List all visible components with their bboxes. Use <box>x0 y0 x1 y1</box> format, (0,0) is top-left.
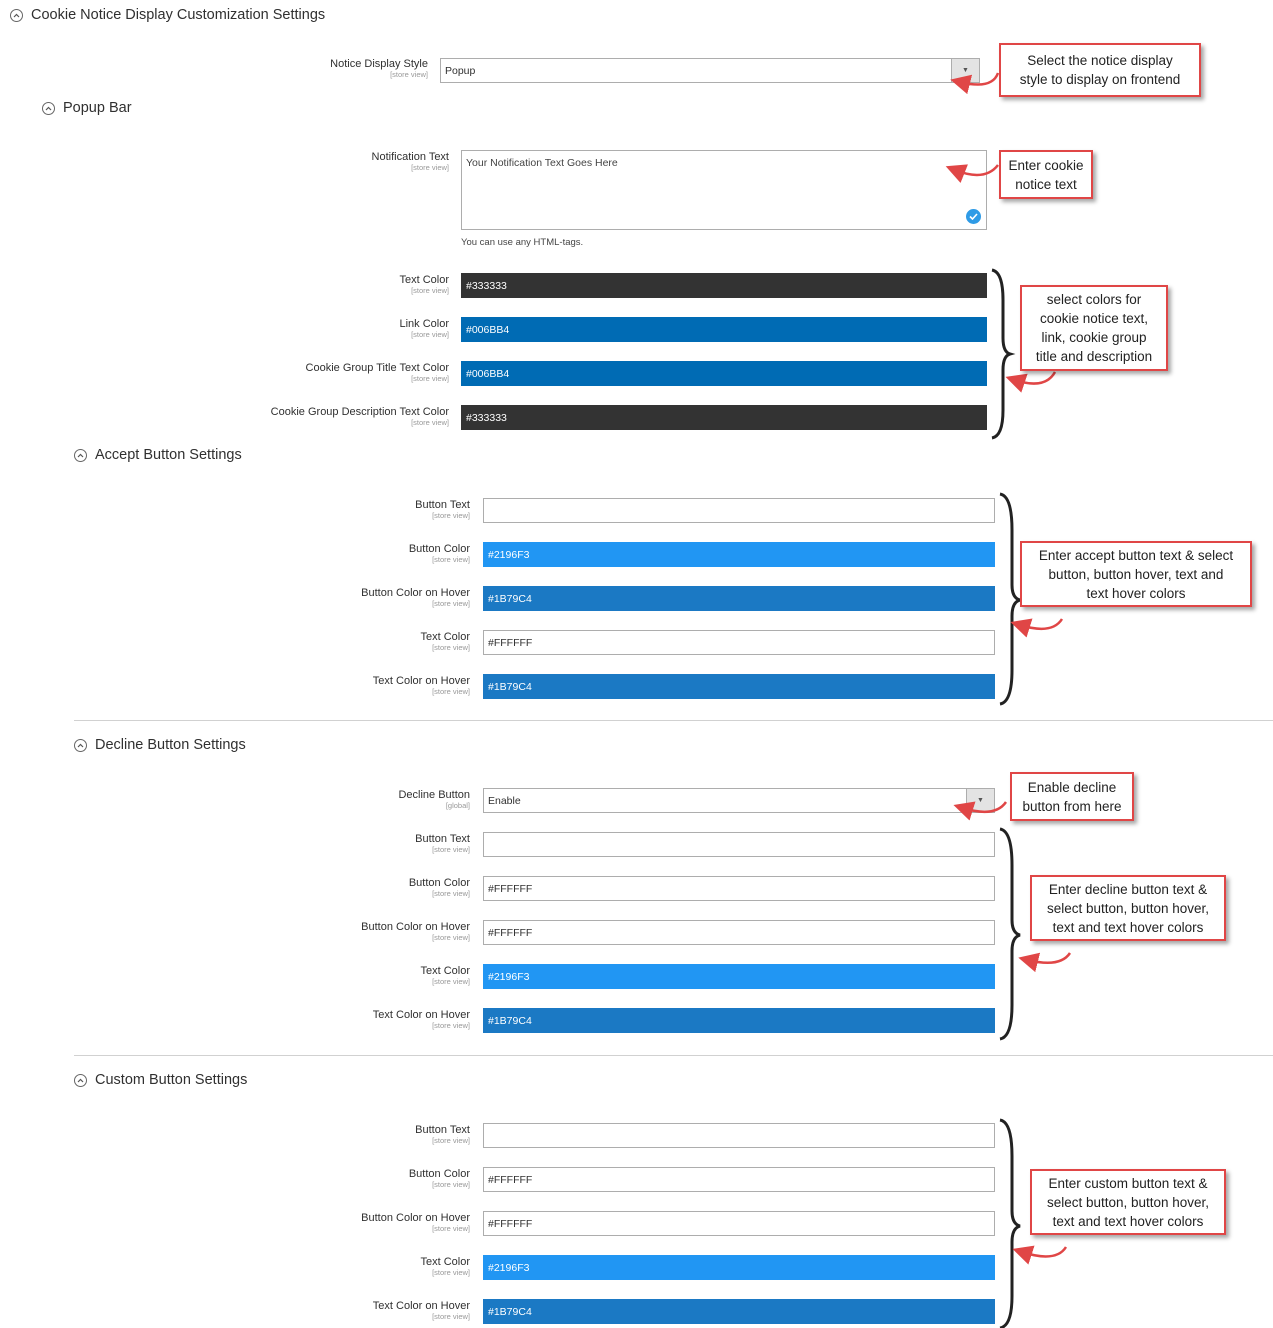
custom-text-color-input[interactable]: #2196F3 <box>483 1255 995 1280</box>
group-title-color-input[interactable]: #006BB4 <box>461 361 987 386</box>
section-header-popup-bar[interactable] <box>42 100 132 116</box>
arrow <box>1015 372 1055 384</box>
arrow <box>1020 619 1062 629</box>
decline-text-hover-label: Text Color on Hover [store view] <box>372 1009 470 1030</box>
custom-button-color-label: Button Color [store view] <box>408 1168 470 1189</box>
select-value: Popup <box>445 64 476 77</box>
section-header-cookie-notice[interactable] <box>10 7 325 23</box>
custom-button-hover-label: Button Color on Hover [store view] <box>361 1212 470 1233</box>
decline-button-text-label: Button Text [store view] <box>415 833 470 854</box>
accept-button-hover-label: Button Color on Hover [store view] <box>361 587 470 608</box>
section-title: Accept Button Settings <box>95 447 242 463</box>
decline-button-color-label: Button Color [store view] <box>408 877 470 898</box>
custom-button-text-label: Button Text [store view] <box>415 1124 470 1145</box>
section-header-custom[interactable] <box>74 1072 247 1088</box>
chevron-up-circle-icon <box>74 739 87 752</box>
callout-accept: Enter accept button text & select button, button hover, text and text hover colors <box>1020 541 1252 607</box>
decline-button-select[interactable] <box>483 788 995 813</box>
custom-button-hover-input[interactable]: #FFFFFF <box>483 1211 995 1236</box>
brace <box>1000 494 1020 704</box>
callout-style: Select the notice display style to display on frontend <box>999 43 1201 97</box>
caret-down-icon[interactable]: ▼ <box>966 789 994 812</box>
callout-decline-enable: Enable decline button from here <box>1010 772 1134 821</box>
notification-text-textarea[interactable] <box>461 150 987 230</box>
brace <box>992 270 1010 438</box>
text-color-input[interactable]: #333333 <box>461 273 987 298</box>
chevron-up-circle-icon <box>10 9 23 22</box>
decline-button-text-input[interactable] <box>483 832 995 857</box>
decline-text-hover-input[interactable]: #1B79C4 <box>483 1008 995 1033</box>
chevron-up-circle-icon <box>42 102 55 115</box>
decline-button-hover-label: Button Color on Hover [store view] <box>361 921 470 942</box>
decline-button-label: Decline Button [global] <box>398 789 470 810</box>
group-desc-color-input[interactable]: #333333 <box>461 405 987 430</box>
accept-text-hover-label: Text Color on Hover [store view] <box>372 675 470 696</box>
textarea-value: Your Notification Text Goes Here <box>466 157 618 169</box>
group-title-color-label: Cookie Group Title Text Color [store view] <box>305 362 449 383</box>
accept-button-text-label: Button Text [store view] <box>415 499 470 520</box>
callout-decline: Enter decline button text & select button, button hover, text and text hover colors <box>1030 875 1226 941</box>
chevron-up-circle-icon <box>74 449 87 462</box>
section-header-accept[interactable] <box>74 447 242 463</box>
accept-text-color-label: Text Color [store view] <box>420 631 470 652</box>
divider <box>74 720 1273 721</box>
accept-text-hover-input[interactable]: #1B79C4 <box>483 674 995 699</box>
custom-text-hover-label: Text Color on Hover [store view] <box>372 1300 470 1321</box>
decline-text-color-label: Text Color [store view] <box>420 965 470 986</box>
callout-notice-text: Enter cookie notice text <box>999 150 1093 199</box>
notice-display-style-select[interactable] <box>440 58 980 83</box>
brace <box>1000 829 1020 1039</box>
select-value: Enable <box>488 794 521 807</box>
arrow <box>1022 1247 1066 1256</box>
custom-button-text-input[interactable] <box>483 1123 995 1148</box>
accept-button-color-label: Button Color [store view] <box>408 543 470 564</box>
brace <box>1000 1120 1020 1328</box>
section-title: Popup Bar <box>63 100 132 116</box>
callout-colors: select colors for cookie notice text, link, cookie group title and description <box>1020 285 1168 371</box>
group-desc-color-label: Cookie Group Description Text Color [store view] <box>270 406 449 427</box>
chevron-up-circle-icon <box>74 1074 87 1087</box>
notification-text-label: Notification Text [store view] <box>371 151 449 172</box>
notice-display-style-label: Notice Display Style [store view] <box>330 58 428 79</box>
divider <box>74 1055 1273 1056</box>
section-header-decline[interactable] <box>74 737 246 753</box>
arrow <box>1028 953 1070 963</box>
text-color-label: Text Color [store view] <box>399 274 449 295</box>
custom-text-hover-input[interactable]: #1B79C4 <box>483 1299 995 1324</box>
accept-button-color-input[interactable]: #2196F3 <box>483 542 995 567</box>
html-tags-note: You can use any HTML-tags. <box>461 237 584 248</box>
caret-down-icon[interactable]: ▼ <box>951 59 979 82</box>
accept-button-text-input[interactable] <box>483 498 995 523</box>
accept-button-hover-input[interactable]: #1B79C4 <box>483 586 995 611</box>
decline-button-hover-input[interactable]: #FFFFFF <box>483 920 995 945</box>
section-title: Custom Button Settings <box>95 1072 248 1088</box>
section-title: Decline Button Settings <box>95 737 246 753</box>
custom-button-color-input[interactable]: #FFFFFF <box>483 1167 995 1192</box>
custom-text-color-label: Text Color [store view] <box>420 1256 470 1277</box>
link-color-input[interactable]: #006BB4 <box>461 317 987 342</box>
check-circle-icon <box>966 209 981 224</box>
callout-custom: Enter custom button text & select button, button hover, text and text hover colors <box>1030 1169 1226 1235</box>
accept-text-color-input[interactable]: #FFFFFF <box>483 630 995 655</box>
decline-button-color-input[interactable]: #FFFFFF <box>483 876 995 901</box>
decline-text-color-input[interactable]: #2196F3 <box>483 964 995 989</box>
section-title: Cookie Notice Display Customization Settings <box>31 7 326 23</box>
link-color-label: Link Color [store view] <box>399 318 449 339</box>
